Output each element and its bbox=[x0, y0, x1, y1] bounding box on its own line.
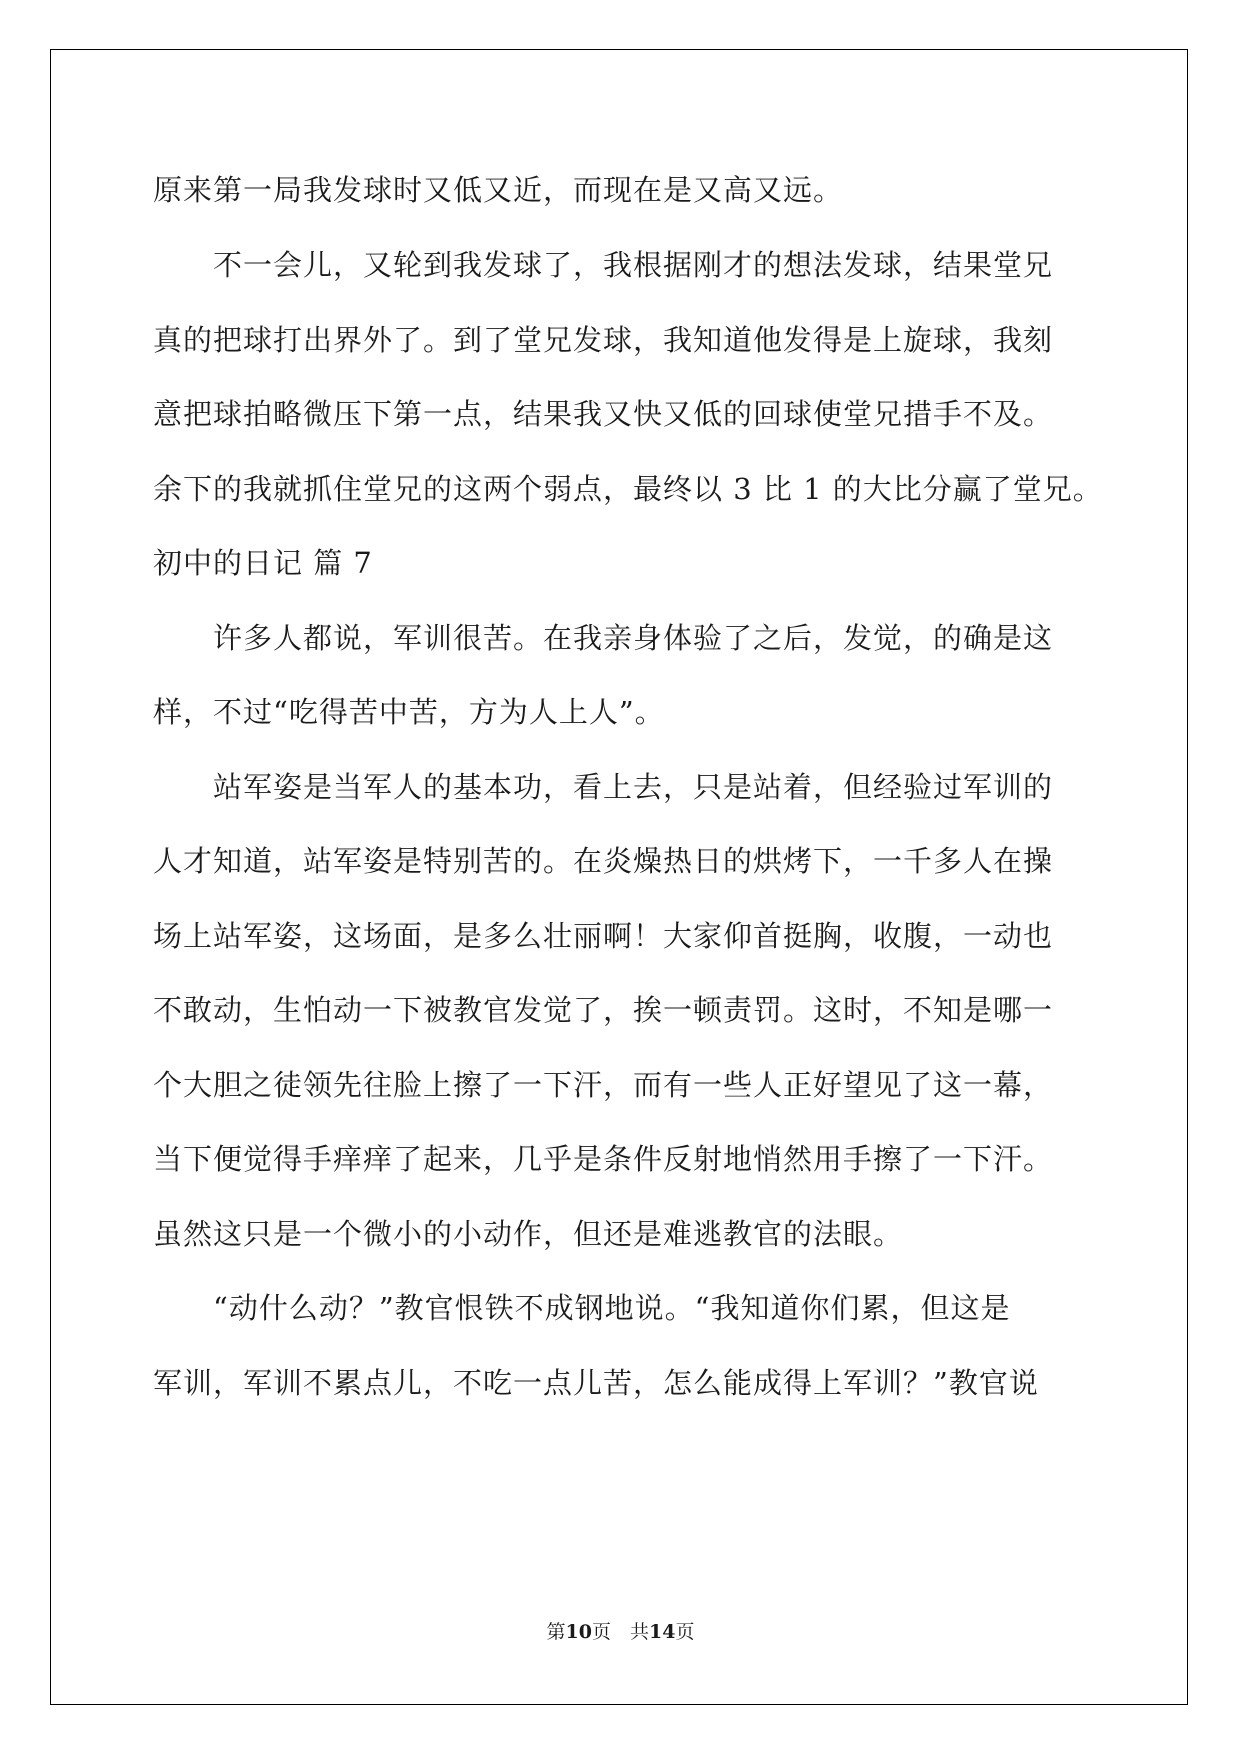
text-line: 虽然这只是一个微小的小动作，但还是难逃教官的法眼。 bbox=[153, 1217, 904, 1251]
text-line: 真的把球打出界外了。到了堂兄发球，我知道他发得是上旋球，我刻 bbox=[153, 323, 1054, 357]
total-page-number: 14 bbox=[649, 1621, 676, 1643]
footer-suffix: 页 bbox=[675, 1621, 695, 1643]
footer-prefix: 第 bbox=[546, 1621, 566, 1643]
text-line: “动什么动？”教官恨铁不成钢地说。“我知道你们累，但这是 bbox=[153, 1291, 1011, 1325]
text-line: 样，不过“吃得苦中苦，方为人上人”。 bbox=[153, 695, 665, 729]
text-line: 军训，军训不累点儿，不吃一点儿苦，怎么能成得上军训？”教官说 bbox=[153, 1366, 1039, 1400]
text-line: 原来第一局我发球时又低又近，而现在是又高又远。 bbox=[153, 173, 844, 207]
current-page-number: 10 bbox=[565, 1621, 592, 1643]
text-line: 个大胆之徒领先往脸上擦了一下汗，而有一些人正好望见了这一幕， bbox=[153, 1068, 1054, 1102]
text-line: 不敢动，生怕动一下被教官发觉了，挨一顿责罚。这时，不知是哪一 bbox=[153, 993, 1054, 1027]
text-line: 场上站军姿，这场面，是多么壮丽啊！大家仰首挺胸，收腹，一动也 bbox=[153, 919, 1054, 953]
text-line: 当下便觉得手痒痒了起来，几乎是条件反射地悄然用手擦了一下汗。 bbox=[153, 1142, 1054, 1176]
page-footer bbox=[0, 1620, 1241, 1644]
text-line: 意把球拍略微压下第一点，结果我又快又低的回球使堂兄措手不及。 bbox=[153, 397, 1054, 431]
footer-middle: 页 共 bbox=[591, 1621, 649, 1643]
text-line: 站军姿是当军人的基本功，看上去，只是站着，但经验过军训的 bbox=[153, 770, 1054, 804]
text-line: 余下的我就抓住堂兄的这两个弱点，最终以 3 比 1 的大比分赢了堂兄。 bbox=[153, 472, 1103, 506]
text-line: 人才知道，站军姿是特别苦的。在炎燥热日的烘烤下，一千多人在操 bbox=[153, 844, 1054, 878]
text-line: 不一会儿，又轮到我发球了，我根据刚才的想法发球，结果堂兄 bbox=[153, 248, 1054, 282]
text-line: 许多人都说，军训很苦。在我亲身体验了之后，发觉，的确是这 bbox=[153, 621, 1054, 655]
section-heading: 初中的日记 篇 7 bbox=[153, 546, 373, 580]
